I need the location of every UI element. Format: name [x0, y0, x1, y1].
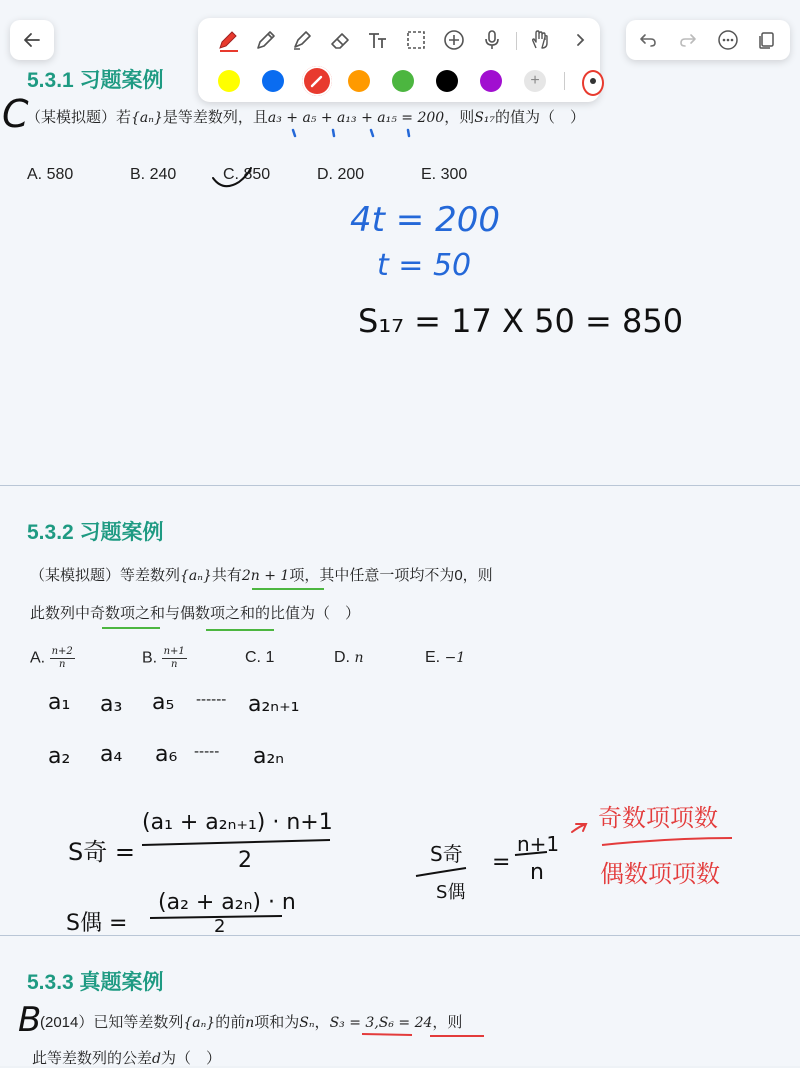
more-horizontal-icon [717, 29, 739, 51]
undo-icon [638, 30, 658, 50]
handwritten-odd-term: a₃ [100, 692, 123, 717]
toolbar-divider [564, 72, 565, 90]
fraction: $\frac{n+1}{n}$ [163, 646, 185, 670]
handwritten-even-term: a₂ [48, 744, 71, 769]
color-blue[interactable] [262, 70, 284, 92]
option-e: E. −1 [425, 649, 466, 666]
handwritten-ratio-value-den: n [530, 860, 544, 885]
handwritten-odd-term: a₅ [152, 690, 175, 715]
pencil-tool[interactable] [252, 26, 280, 54]
selection-icon [404, 28, 428, 52]
text-tool[interactable] [364, 26, 392, 54]
handwritten-s-even-denominator: 2 [214, 916, 226, 937]
history-toolbar [626, 20, 790, 60]
add-color-button[interactable]: + [524, 70, 546, 92]
pencil-icon [254, 28, 278, 52]
color-orange[interactable] [348, 70, 370, 92]
section-3-title: 5.3.3 真题案例 [27, 971, 164, 994]
handwritten-s-even-numerator: (a₂ + a₂ₙ) · n [158, 890, 296, 915]
toolbar-divider [516, 32, 517, 50]
handwritten-answer-3: B [18, 1000, 42, 1040]
color-yellow[interactable] [218, 70, 240, 92]
handwritten-s-odd-label: S奇 = [68, 838, 135, 866]
back-toolbar [10, 20, 54, 60]
undo-button[interactable] [634, 26, 662, 54]
mic-tool[interactable] [478, 26, 506, 54]
color-purple[interactable] [480, 70, 502, 92]
option-b: B. 240 [130, 166, 177, 183]
question-3-line-1: (2014）已知等差数列{aₙ}的前n项和为Sₙ，S₃ = 3,S₆ = 24，则 [40, 1014, 463, 1031]
handwritten-odd-dots: ------ [196, 692, 227, 708]
color-green[interactable] [392, 70, 414, 92]
back-button[interactable] [18, 26, 46, 54]
question-2-line-2: 此数列中奇数项之和与偶数项之和的比值为（ ） [30, 605, 361, 622]
handwritten-even-dots: ----- [194, 744, 220, 760]
eraser-icon [328, 28, 352, 52]
handwritten-odd-term: a₂ₙ₊₁ [248, 692, 300, 717]
plus-circle-icon [442, 28, 466, 52]
handwritten-ratio-numerator: S奇 [430, 842, 463, 866]
handwritten-ratio-equals: = [492, 850, 511, 875]
eraser-tool[interactable] [326, 26, 354, 54]
fraction: $\frac{n+2}{n}$ [51, 646, 73, 670]
hand-icon [528, 28, 552, 52]
option-d: D. 200 [317, 166, 365, 183]
handwritten-line-1: 4t = 200 [350, 200, 500, 240]
pen-tool[interactable] [214, 26, 242, 54]
handwritten-even-term: a₄ [100, 742, 123, 767]
handwritten-note-even-count: 偶数项项数 [600, 860, 720, 888]
section-2-title: 5.3.2 习题案例 [27, 521, 164, 544]
option-c: C. 1 [245, 649, 275, 666]
pages-button[interactable] [752, 26, 780, 54]
text-icon [366, 28, 390, 52]
option-a: A. $\frac{n+2}{n}$ [30, 646, 73, 670]
more-tools[interactable] [566, 26, 594, 54]
lasso-tool[interactable] [402, 26, 430, 54]
handwritten-s-odd-denominator: 2 [238, 848, 252, 873]
handwritten-note-odd-count: 奇数项项数 [598, 804, 718, 832]
handwritten-s-even-label: S偶 = [66, 911, 128, 936]
option-d: D. n [334, 649, 364, 666]
handwritten-ratio-denominator: S偶 [436, 882, 466, 903]
handwritten-answer-1: C [2, 92, 29, 136]
pen-icon [216, 28, 240, 52]
color-red-selected[interactable] [302, 66, 332, 96]
color-black[interactable] [436, 70, 458, 92]
question-2-line-1: （某模拟题）等差数列{aₙ}共有2n + 1项，其中任意一项均不为0，则 [30, 567, 493, 584]
handwritten-line-2: t = 50 [377, 248, 472, 283]
pen-icon [302, 66, 332, 96]
chevron-right-icon [572, 32, 588, 48]
option-a: A. 580 [27, 166, 74, 183]
drawing-toolbar [198, 18, 600, 102]
copy-pages-icon [756, 30, 776, 50]
arrow-left-icon [22, 30, 42, 50]
highlighter-icon [290, 28, 314, 52]
option-e: E. 300 [421, 166, 468, 183]
redo-icon [678, 30, 698, 50]
handwritten-ratio-value-num: n+1 [517, 832, 560, 856]
touch-tool[interactable] [526, 26, 554, 54]
more-options-button[interactable] [714, 26, 742, 54]
handwritten-line-3: S₁₇ = 17 X 50 = 850 [358, 302, 684, 340]
section-1-title: 5.3.1 习题案例 [27, 69, 164, 92]
add-tool[interactable] [440, 26, 468, 54]
question-1: （某模拟题）若{aₙ}是等差数列，且a₃ + a₅ + a₁₃ + a₁₅ = 200，则S₁₇的值为（ ） [26, 109, 586, 126]
handwritten-even-term: a₂ₙ [253, 744, 285, 769]
stroke-size-button[interactable] [582, 70, 604, 96]
dot-icon [590, 78, 596, 84]
option-c: C. 850 [223, 166, 271, 183]
highlighter-tool[interactable] [288, 26, 316, 54]
handwritten-odd-term: a₁ [48, 690, 71, 715]
handwritten-s-odd-numerator: (a₁ + a₂ₙ₊₁) · n+1 [142, 810, 333, 835]
option-b: B. $\frac{n+1}{n}$ [142, 646, 185, 670]
question-3-line-2: 此等差数列的公差d为（ ） [32, 1050, 221, 1067]
redo-button[interactable] [674, 26, 702, 54]
microphone-icon [480, 28, 504, 52]
handwritten-even-term: a₆ [155, 742, 178, 767]
